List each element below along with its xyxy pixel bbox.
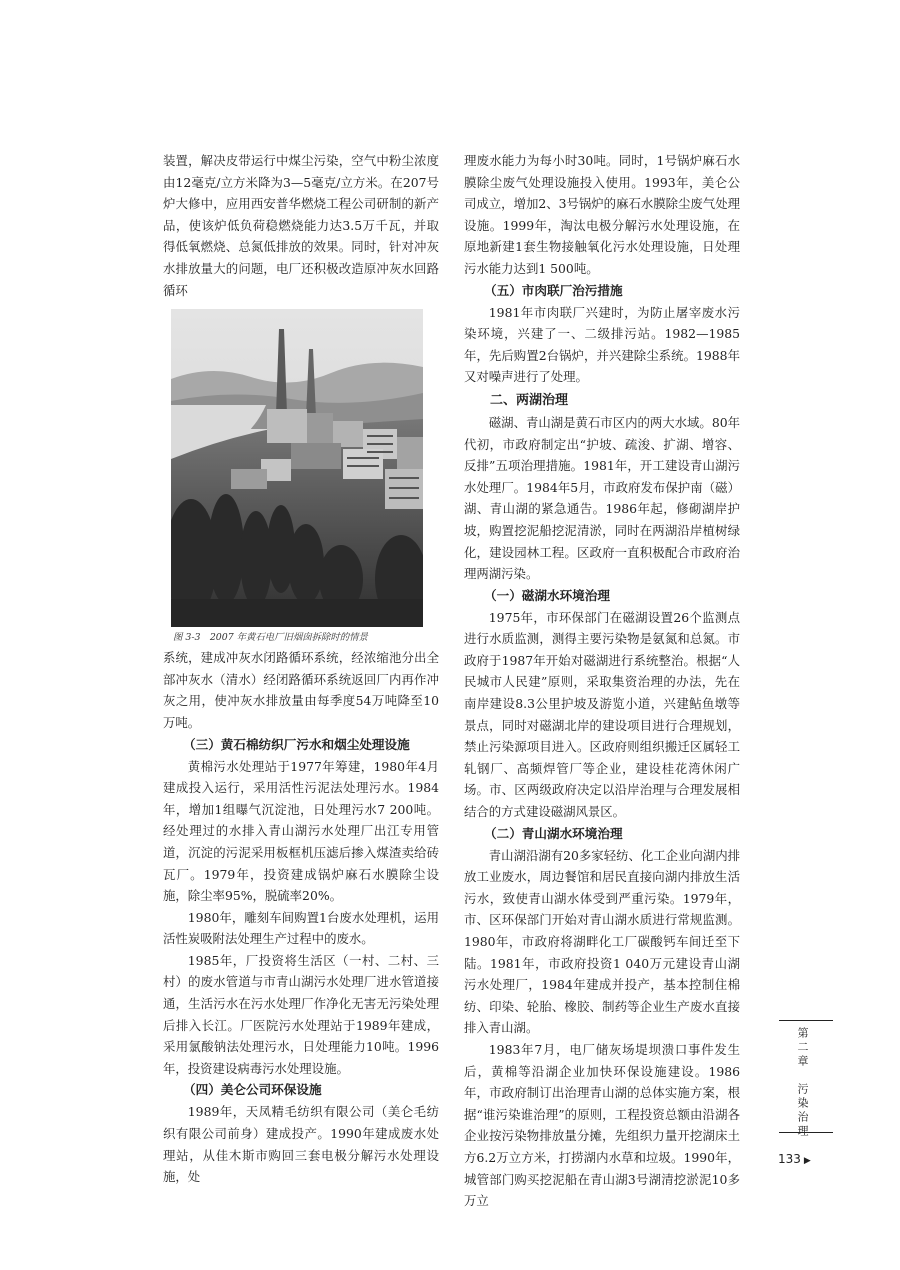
section-heading: （五）市肉联厂治污措施 bbox=[484, 282, 623, 298]
page-number bbox=[778, 1152, 811, 1166]
chapter-label: 第二章 污染治理 bbox=[796, 1027, 809, 1139]
left-column bbox=[163, 150, 439, 1188]
section-heading: （四）美仑公司环保设施 bbox=[183, 1082, 322, 1098]
page-number-text: 133 bbox=[778, 1152, 801, 1166]
paragraph: 系统，建成冲灰水闭路循环系统，经浓缩池分出全部冲灰水（清水）经闭路循环系统返回厂内再作冲灰之用，使冲灰水排放量由每季度54万吨降至10万吨。 bbox=[163, 650, 439, 730]
paragraph: 1975年，市环保部门在磁湖设置26个监测点进行水质监测，测得主要污染物是氨氮和总氮。市政府于1987年开始对磁湖进行系统整治。根据“人民城市人民建”原则，采取集资治理的办法，先在南岸建设8.3公里护坡及游览小道，兴建鲇鱼墩等景点，同时对磁湖北岸的建设项目进行合理规划，禁止污染源项目进入。区政府则组织搬迁区属轻工轧钢厂、高频焊管厂等企业，建设桂花湾休闲广场。市、区两级政府决定以沿岸治理与合理发展相结合的方式建设磁湖风景区。 bbox=[464, 609, 740, 820]
divider bbox=[779, 1020, 833, 1021]
chapter-section-heading: 二、两湖治理 bbox=[490, 392, 569, 408]
paragraph: 青山湖沿湖有20多家轻纺、化工企业向湖内排放工业废水，周边餐馆和居民直接向湖内排放生活污水，致使青山湖水体受到严重污染。1979年，市、区环保部门开始对青山湖水质进行常规监测。1980年，市政府将湖畔化工厂碳酸钙车间迁至下陆。1981年，市政府投资1 040万元建设青山湖污水处理厂，1984年建成并投产，基本控制住棉纺、印染、轮胎、橡胶、制药等企业生产废水直接排入青山湖。 bbox=[464, 847, 740, 1036]
paragraph: 黄棉污水处理站于1977年筹建，1980年4月建成投入运行，采用活性污泥法处理污水。1984年，增加1组曝气沉淀池，日处理污水7 200吨。经处理过的水排入青山湖污水处理厂出江专用管道，沉淀的污泥采用板框机压滤后掺入煤渣卖给砖瓦厂。1979年，投资建成锅炉麻石水膜除尘设施，除尘率95%，脱硫率20%。 bbox=[163, 758, 439, 904]
paragraph: 1980年，雕刻车间购置1台废水处理机，运用活性炭吸附法处理生产过程中的废水。 bbox=[163, 909, 439, 947]
paragraph: 1981年市肉联厂兴建时，为防止屠宰废水污染环境，兴建了一、二级排污站。1982—1985年，先后购置2台锅炉，并兴建除尘系统。1988年又对噪声进行了处理。 bbox=[464, 304, 740, 385]
power-plant-photo bbox=[171, 309, 423, 627]
photo-illustration bbox=[171, 309, 423, 627]
triangle-right-icon: ▶ bbox=[803, 1156, 811, 1166]
section-heading: （三）黄石棉纺织厂污水和烟尘处理设施 bbox=[183, 736, 410, 752]
paragraph: 1983年7月，电厂储灰场堤坝溃口事件发生后，黄棉等沿湖企业加快环保设施建设。1986年，市政府制订出治理青山湖的总体实施方案，根据“谁污染谁治理”的原则，工程投资总额由沿湖各企业按污染物排放量分摊，先组织力量开挖湖床土方6.2万立方米，打捞湖内水草和垃圾。1990年，城管部门购买挖泥船在青山湖3号湖清挖淤泥10多万立 bbox=[464, 1041, 740, 1209]
chapter-tab bbox=[779, 1020, 833, 1139]
figure-caption: 图 3-3 2007 年黄石电厂旧烟囱拆除时的情景 bbox=[173, 632, 368, 644]
section-heading: （一）磁湖水环境治理 bbox=[484, 587, 610, 603]
section-heading: （二）青山湖水环境治理 bbox=[484, 825, 623, 841]
divider bbox=[779, 1132, 833, 1133]
paragraph: 装置，解决皮带运行中煤尘污染，空气中粉尘浓度由12毫克/立方米降为3—5毫克/立方米。在207号炉大修中，应用西安普华燃烧工程公司研制的新产品，使该炉低负荷稳燃烧能力达3.5万千瓦，并取得低氧燃烧、总氮低排放的效果。同时，针对冲灰水排放量大的问题，电厂还积极改造原冲灰水回路循环 bbox=[163, 153, 439, 298]
paragraph: 1989年，天凤精毛纺织有限公司（美仑毛纺织有限公司前身）建成投产。1990年建成废水处理站，从佳木斯市购回三套电极分解污水处理设施，处 bbox=[163, 1104, 439, 1185]
paragraph: 理废水能力为每小时30吨。同时，1号锅炉麻石水膜除尘废气处理设施投入使用。1993年，美仑公司成立，增加2、3号锅炉的麻石水膜除尘废气处理设施。1999年，淘汰电极分解污水处理设施，在原地新建1套生物接触氧化污水处理设施，日处理污水能力达到1 500吨。 bbox=[464, 153, 740, 276]
paragraph: 磁湖、青山湖是黄石市区内的两大水域。80年代初，市政府制定出“护坡、疏浚、扩湖、增容、反排”五项治理措施。1981年，开工建设青山湖污水处理厂。1984年5月，市政府发布保护南（磁）湖、青山湖的紧急通告。1986年起，修砌湖岸护坡，购置挖泥船挖泥清淤，同时在两湖沿岸植树绿化，建设园林工程。区政府一直积极配合市政府治理两湖污染。 bbox=[464, 414, 740, 582]
right-column bbox=[464, 150, 740, 1212]
paragraph: 1985年，厂投资将生活区（一村、二村、三村）的废水管道与市青山湖污水处理厂进水管道接通，生活污水在污水处理厂作净化无害无污染处理后排入长江。厂医院污水处理站于1989年建成，采用氯酸钠法处理污水，日处理能力10吨。1996年，投资建设病毒污水处理设施。 bbox=[163, 952, 439, 1076]
